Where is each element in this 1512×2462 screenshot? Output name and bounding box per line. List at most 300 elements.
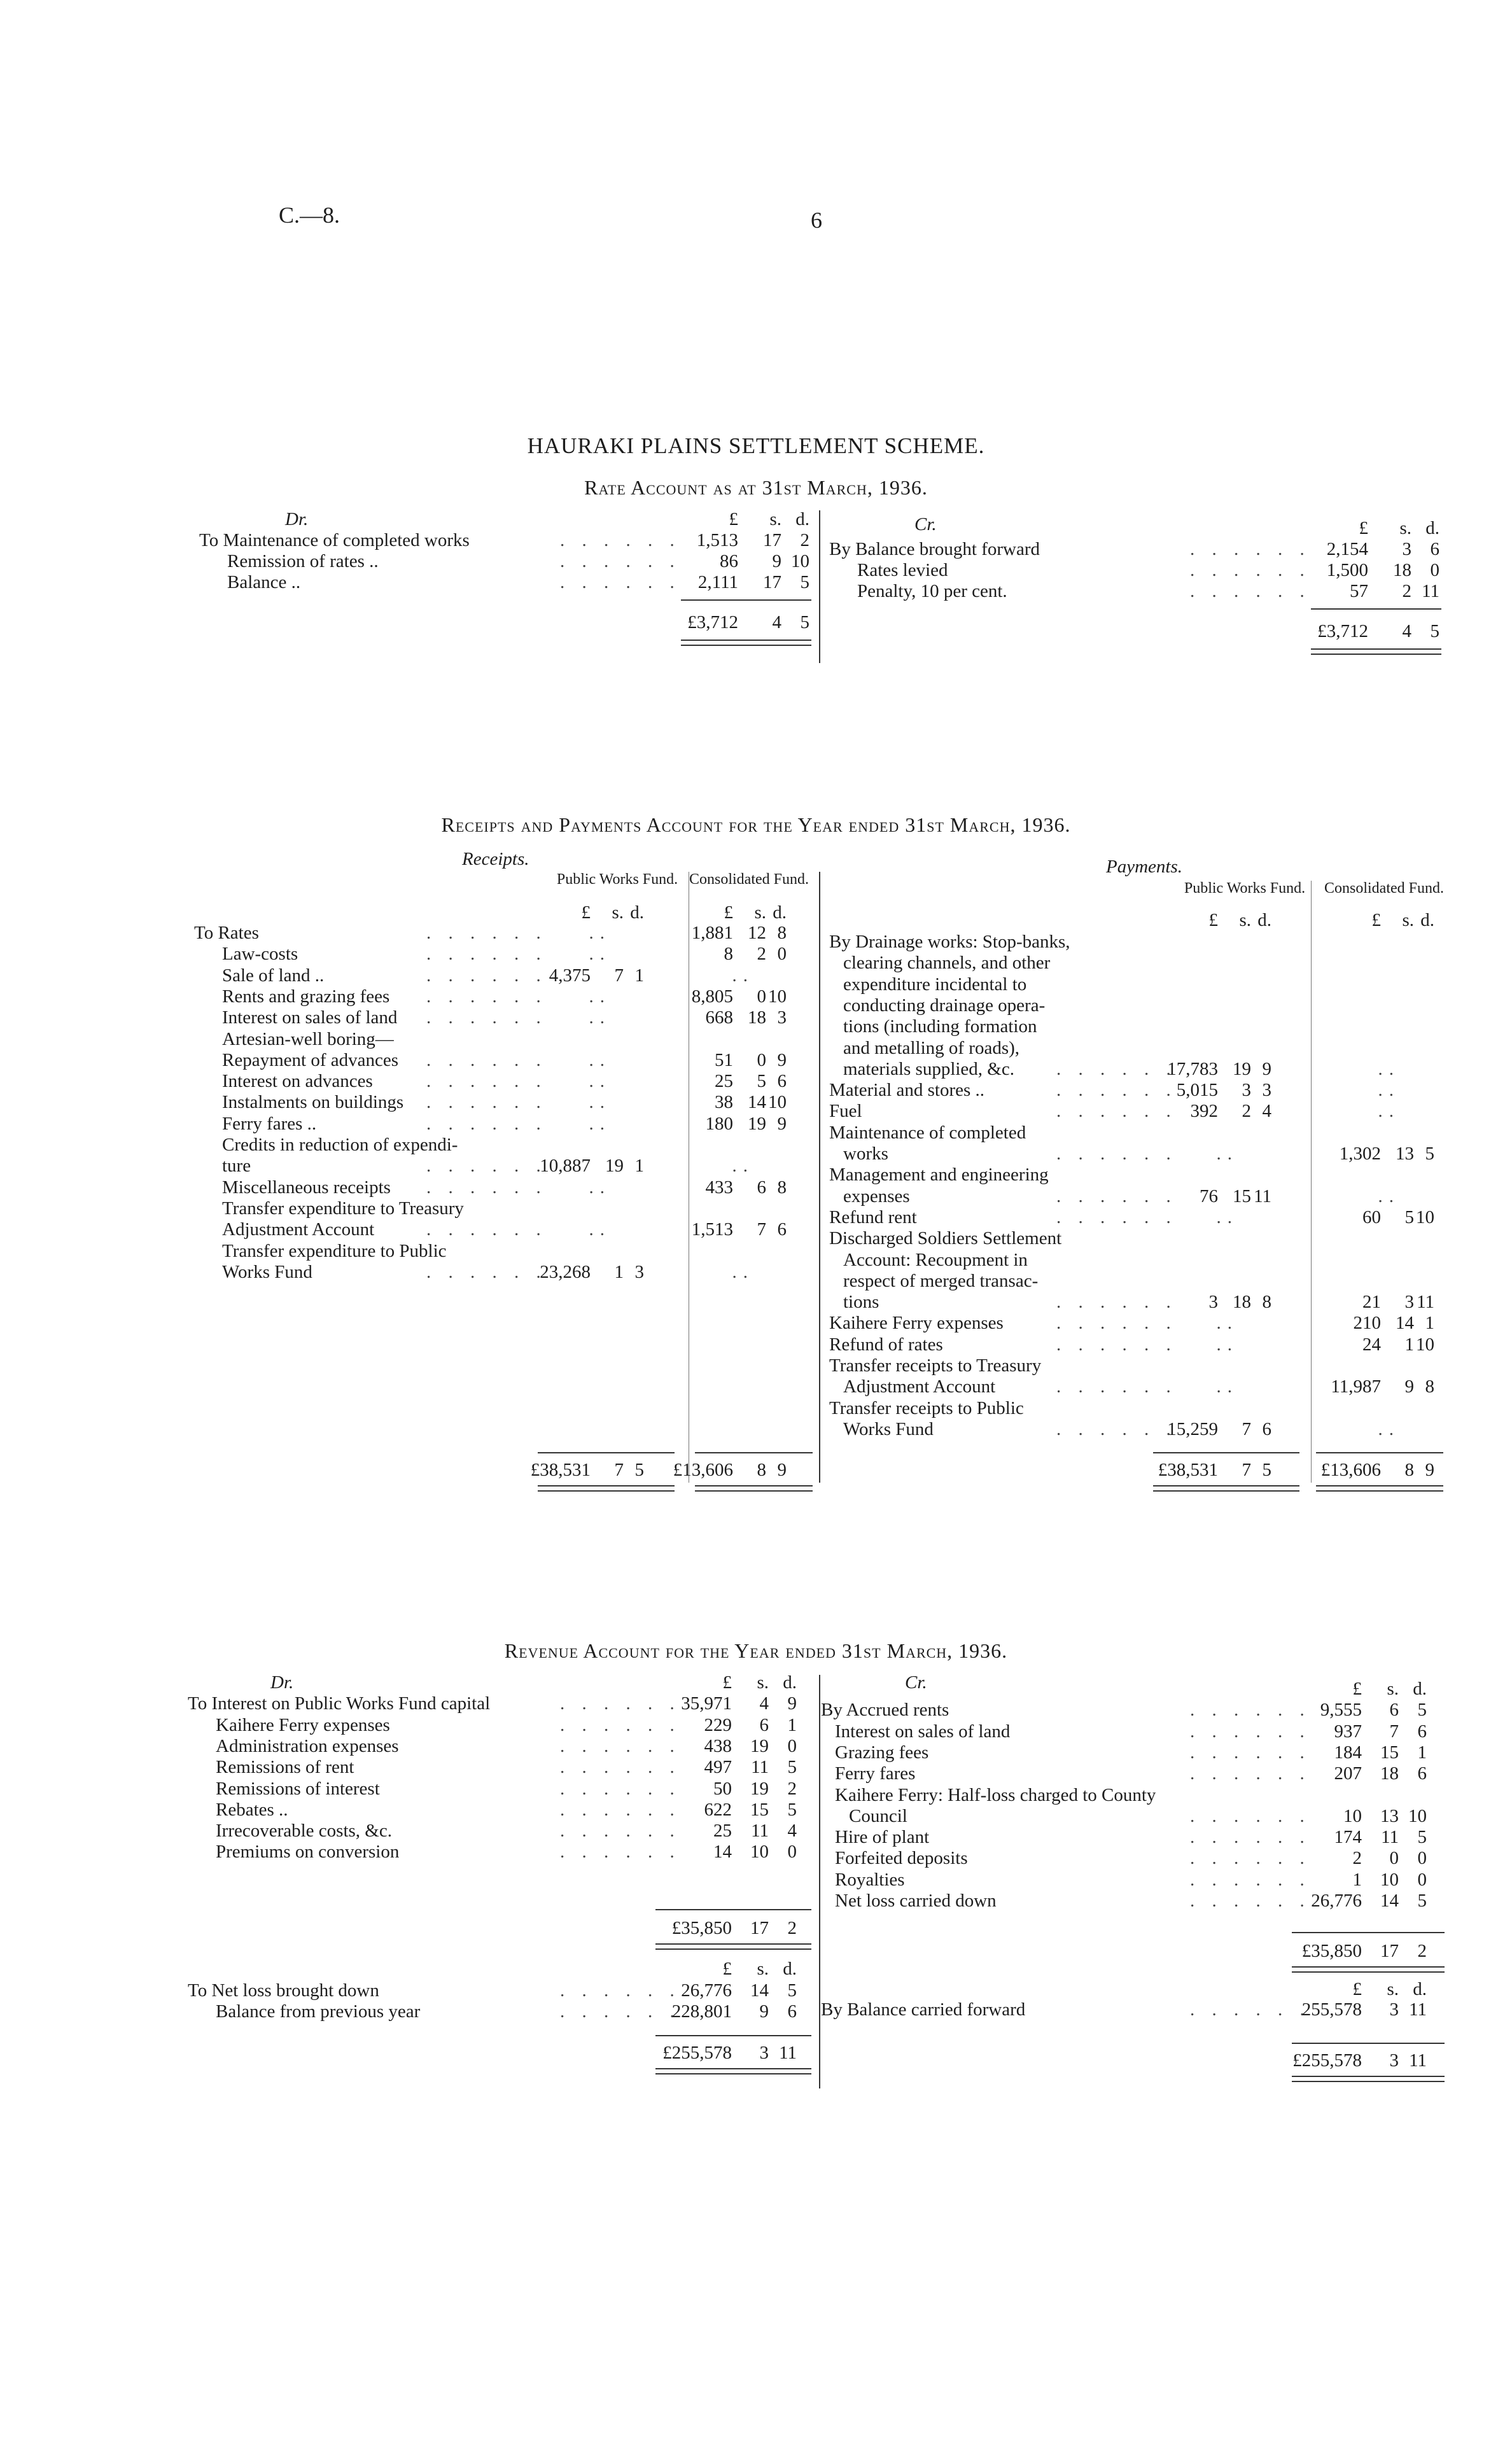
revenue-debit-label: Irrecoverable costs, &c. <box>216 1821 392 1842</box>
revenue-credit-amt-pence: 10 <box>1408 1805 1427 1826</box>
revenue-credit-amt-pence: 5 <box>1417 1827 1427 1848</box>
revenue-debit-label: Remissions of interest <box>216 1778 380 1799</box>
payment-label-leader: . . . . . . <box>1056 1058 1177 1079</box>
rate-cr-rule <box>1311 608 1441 610</box>
payment-label: works <box>843 1144 888 1164</box>
payment-cf-amt-pounds: 11,987 <box>1331 1376 1381 1397</box>
rate-cr-label: Cr. <box>914 514 937 535</box>
revenue2-debit-label-leader: . . . . . . <box>560 2001 681 2022</box>
receipt-cf-amt-pounds: 25 <box>715 1071 733 1092</box>
revenue-debit-amt-pounds: 14 <box>713 1842 732 1863</box>
revenue-divider <box>819 1675 820 2088</box>
revenue-debit-label-leader: . . . . . . <box>560 1693 681 1714</box>
rate-debit-amt-pence: 2 <box>800 530 809 550</box>
receipt-cf-amt-pounds: 180 <box>705 1113 733 1134</box>
payment-label-leader: . . . . . . <box>1056 1418 1177 1439</box>
payment-label: and metalling of roads), <box>843 1037 1020 1058</box>
revenue-cr-head-shillings: s. <box>1387 1679 1399 1699</box>
receipts-total-pw-pounds: £38,531 <box>530 1460 591 1480</box>
receipt-label-leader: . . . . . . <box>426 944 547 965</box>
revenue-debit-amt-pounds: 438 <box>704 1735 732 1756</box>
payment-label: materials supplied, &c. <box>843 1058 1014 1079</box>
payment-cf-blank: .. <box>1378 1080 1400 1101</box>
receipt-label-leader: . . . . . . <box>426 1007 547 1028</box>
payment-label: clearing channels, and other <box>843 953 1051 974</box>
rate-credit-label: By Balance brought forward <box>829 539 1040 559</box>
payment-cf-amt-shillings: 3 <box>1404 1292 1414 1313</box>
payment-cf-amt-pounds: 21 <box>1362 1292 1381 1313</box>
rate-credit-amt-pounds: 1,500 <box>1326 560 1368 580</box>
rate-debit-label: Balance .. <box>227 572 301 592</box>
revenue2-cr-head-pounds: £ <box>1352 1979 1362 1999</box>
revenue-debit-amt-pence: 1 <box>787 1714 797 1735</box>
receipts-total-cf-pence: 9 <box>777 1460 787 1480</box>
payment-pw-amt-pence: 11 <box>1254 1186 1271 1207</box>
receipt-cf-amt-pounds: 38 <box>715 1092 733 1113</box>
receipt-cf-amt-pence: 6 <box>777 1071 787 1092</box>
receipt-label: Works Fund <box>222 1261 312 1282</box>
payment-label: Transfer receipts to Treasury <box>829 1355 1042 1376</box>
receipts-heading: Receipts. <box>462 849 529 869</box>
revenue-debit-label-leader: . . . . . . <box>560 1799 681 1820</box>
payment-cf-blank: .. <box>1378 1186 1400 1207</box>
receipts-total-cf-shillings: 8 <box>757 1460 766 1480</box>
rate-debit-label: To Maintenance of completed works <box>199 530 470 550</box>
revenue2-total-dr-shillings: 3 <box>759 2043 769 2063</box>
receipt-label-leader: . . . . . . <box>426 986 547 1007</box>
receipt-cf-amt-pence: 0 <box>777 944 787 965</box>
receipt-label-leader: . . . . . . <box>426 1219 547 1240</box>
revenue-total-cr-shillings: 17 <box>1380 1941 1399 1961</box>
revenue-cr-label: Cr. <box>905 1672 927 1693</box>
receipt-label: Interest on advances <box>222 1071 373 1092</box>
payment-label-leader: . . . . . . <box>1056 1080 1177 1101</box>
payment-label-leader: . . . . . . <box>1056 1144 1177 1164</box>
payments-total-pw-pence: 5 <box>1262 1460 1271 1480</box>
rate-debit-amt-pence: 10 <box>791 551 809 571</box>
revenue2-credit-label: By Balance carried forward <box>821 1999 1026 2020</box>
revenue2-dr-head-pence: d. <box>783 1959 797 1979</box>
payments-col-public-works: Public Works Fund. <box>1184 880 1306 897</box>
receipts-total-pw-pence: 5 <box>634 1460 644 1480</box>
rp-right-rule-pw <box>1153 1452 1299 1453</box>
rate-dr-rule <box>681 599 811 601</box>
receipt-cf-amt-pence: 6 <box>777 1219 787 1240</box>
receipt-cf-amt-pence: 10 <box>768 1092 787 1113</box>
revenue-debit-amt-pence: 0 <box>787 1842 797 1863</box>
revenue2-debit-label: To Net loss brought down <box>188 1980 379 2001</box>
receipts-total-cf-pounds: £13,606 <box>673 1460 733 1480</box>
revenue2-total-cr-shillings: 3 <box>1389 2050 1399 2071</box>
payment-label: Fuel <box>829 1101 862 1122</box>
payment-label: respect of merged transac- <box>843 1270 1039 1291</box>
rate-credit-label-leader: . . . . . . <box>1190 581 1311 601</box>
revenue-credit-amt-pence: 0 <box>1417 1869 1427 1890</box>
payment-cf-amt-pounds: 24 <box>1362 1334 1381 1355</box>
revenue-debit-label-leader: . . . . . . <box>560 1757 681 1778</box>
revenue-total-cr-pence: 2 <box>1417 1941 1427 1961</box>
receipt-cf-amt-shillings: 14 <box>748 1092 766 1113</box>
payment-pw-amt-shillings: 7 <box>1242 1418 1251 1439</box>
revenue-credit-label-leader: . . . . . . <box>1190 1827 1311 1848</box>
payments-total-cf-pounds: £13,606 <box>1320 1460 1381 1480</box>
revenue-credit-label: Interest on sales of land <box>835 1721 1011 1742</box>
payment-label: conducting drainage opera- <box>843 995 1046 1016</box>
receipt-label: To Rates <box>194 923 259 943</box>
payment-cf-amt-pounds: 210 <box>1353 1313 1381 1334</box>
revenue-dr-head-shillings: s. <box>757 1672 769 1693</box>
revenue-debit-amt-pence: 2 <box>787 1778 797 1799</box>
payment-cf-amt-shillings: 5 <box>1404 1207 1414 1228</box>
payment-label: Account: Recoupment in <box>843 1249 1028 1270</box>
revenue-debit-amt-shillings: 6 <box>759 1714 769 1735</box>
receipts-payments-title: Receipts and Payments Account for the Year ended 31st March, 1936. <box>441 813 1071 836</box>
payment-pw-amt-pence: 9 <box>1262 1058 1271 1079</box>
revenue2-debit-label-leader: . . . . . . <box>560 1980 681 2001</box>
revenue2-total-cr-pence: 11 <box>1409 2050 1427 2071</box>
receipts-pw-head-pounds: £ <box>581 902 591 923</box>
revenue-credit-amt-pence: 5 <box>1417 1891 1427 1911</box>
receipt-cf-amt-pounds: 1,513 <box>691 1219 733 1240</box>
receipt-cf-amt-shillings: 19 <box>748 1113 766 1134</box>
revenue-credit-label: Net loss carried down <box>835 1891 997 1911</box>
rate-credit-amt-pence: 11 <box>1422 581 1439 601</box>
revenue-cr-head-pounds: £ <box>1352 1679 1362 1699</box>
payment-label-leader: . . . . . . <box>1056 1207 1177 1228</box>
payment-label: Refund of rates <box>829 1334 943 1355</box>
rate-debit-amt-shillings: 17 <box>763 572 781 592</box>
receipt-label-leader: . . . . . . <box>426 965 547 986</box>
rate-debit-amt-pounds: 1,513 <box>696 530 738 550</box>
receipt-label: Interest on sales of land <box>222 1007 398 1028</box>
payment-label: Discharged Soldiers Settlement <box>829 1228 1062 1249</box>
rate-debit-label-leader: . . . . . . <box>560 530 681 550</box>
payment-pw-amt-pence: 4 <box>1262 1101 1271 1122</box>
receipt-cf-amt-shillings: 12 <box>748 923 766 943</box>
revenue-credit-label-leader: . . . . . . <box>1190 1848 1311 1869</box>
revenue-credit-label: Hire of plant <box>835 1827 930 1848</box>
rate-debit-label-leader: . . . . . . <box>560 572 681 592</box>
payment-cf-amt-shillings: 14 <box>1396 1313 1414 1334</box>
receipt-pw-amt-pence: 1 <box>634 1156 644 1177</box>
revenue-dr-head-pounds: £ <box>722 1672 732 1693</box>
revenue-credit-label-leader: . . . . . . <box>1190 1700 1311 1721</box>
payment-cf-amt-pence: 5 <box>1425 1144 1434 1164</box>
rate-credit-label: Rates levied <box>857 560 948 580</box>
payment-pw-amt-shillings: 19 <box>1233 1058 1251 1079</box>
revenue2-cr-rule <box>1292 2043 1445 2044</box>
revenue-debit-label: Rebates .. <box>216 1799 288 1820</box>
revenue2-credit-amt-shillings: 3 <box>1389 1999 1399 2020</box>
payment-label: Refund rent <box>829 1207 917 1228</box>
payment-label: Management and engineering <box>829 1165 1049 1186</box>
payment-pw-amt-pounds: 76 <box>1200 1186 1218 1207</box>
payment-label: expenses <box>843 1186 910 1207</box>
receipt-pw-blank: .. <box>589 1071 611 1092</box>
payment-cf-amt-pence: 11 <box>1417 1292 1434 1313</box>
payment-pw-amt-pounds: 15,259 <box>1167 1418 1218 1439</box>
receipt-pw-blank: .. <box>589 1007 611 1028</box>
revenue-debit-amt-shillings: 19 <box>750 1778 769 1799</box>
revenue-credit-amt-shillings: 7 <box>1389 1721 1399 1742</box>
payment-label-leader: . . . . . . <box>1056 1186 1177 1207</box>
receipt-label-leader: . . . . . . <box>426 1113 547 1134</box>
revenue-credit-label-leader: . . . . . . <box>1190 1805 1311 1826</box>
revenue-debit-amt-pounds: 25 <box>713 1821 732 1842</box>
receipt-label: Law-costs <box>222 944 298 965</box>
payment-cf-amt-shillings: 1 <box>1404 1334 1414 1355</box>
revenue-debit-amt-pounds: 35,971 <box>681 1693 732 1714</box>
receipt-label-leader: . . . . . . <box>426 1049 547 1070</box>
payment-pw-amt-pence: 6 <box>1262 1418 1271 1439</box>
revenue-credit-amt-pounds: 26,776 <box>1311 1891 1362 1911</box>
revenue-debit-label: To Interest on Public Works Fund capital <box>188 1693 491 1714</box>
rp-left-rule-pw <box>538 1452 675 1453</box>
payment-label: tions (including formation <box>843 1016 1037 1037</box>
payment-cf-amt-pounds: 1,302 <box>1339 1144 1381 1164</box>
receipt-cf-amt-pence: 3 <box>777 1007 787 1028</box>
receipt-cf-amt-pounds: 668 <box>705 1007 733 1028</box>
receipt-pw-blank: .. <box>589 986 611 1007</box>
payment-pw-blank: .. <box>1216 1334 1238 1355</box>
receipt-pw-amt-pounds: 23,268 <box>540 1261 591 1282</box>
rate-credit-amt-shillings: 3 <box>1402 539 1411 559</box>
revenue-credit-amt-pounds: 10 <box>1343 1805 1362 1826</box>
revenue-debit-amt-pence: 4 <box>787 1821 797 1842</box>
receipt-label: Ferry fares .. <box>222 1113 317 1134</box>
revenue-credit-label-leader: . . . . . . <box>1190 1742 1311 1763</box>
payments-cf-head-shillings: s. <box>1402 910 1414 930</box>
receipt-pw-amt-shillings: 7 <box>614 965 624 986</box>
payment-cf-blank: .. <box>1378 1058 1400 1079</box>
rate-total-dr-shillings: 4 <box>772 612 781 633</box>
rate-credit-label: Penalty, 10 per cent. <box>857 581 1007 601</box>
rp-left-dbl-cf <box>695 1485 813 1492</box>
payment-cf-amt-pence: 10 <box>1416 1207 1434 1228</box>
revenue-credit-amt-pounds: 207 <box>1334 1763 1362 1784</box>
revenue-debit-amt-shillings: 11 <box>751 1821 769 1842</box>
payment-cf-amt-pence: 10 <box>1416 1334 1434 1355</box>
receipt-label: Repayment of advances <box>222 1049 399 1070</box>
receipt-cf-blank: .. <box>732 1156 754 1177</box>
revenue-credit-amt-pence: 0 <box>1417 1848 1427 1869</box>
revenue-debit-amt-shillings: 11 <box>751 1757 769 1778</box>
receipt-cf-amt-shillings: 18 <box>748 1007 766 1028</box>
revenue-credit-amt-pence: 1 <box>1417 1742 1427 1763</box>
payment-cf-amt-pence: 1 <box>1425 1313 1434 1334</box>
rp-right-dbl-cf <box>1316 1485 1443 1492</box>
receipt-pw-amt-pounds: 4,375 <box>549 965 591 986</box>
revenue-credit-label: Ferry fares <box>835 1763 916 1784</box>
payments-total-cf-shillings: 8 <box>1404 1460 1414 1480</box>
receipt-label: Miscellaneous receipts <box>222 1177 391 1198</box>
payment-pw-blank: .. <box>1216 1376 1238 1397</box>
receipt-cf-blank: .. <box>732 965 754 986</box>
rate-credit-amt-shillings: 18 <box>1393 560 1411 580</box>
rate-dr-head-pounds: £ <box>729 509 738 529</box>
payments-pw-head-pence: d. <box>1257 910 1271 930</box>
payment-cf-amt-pounds: 60 <box>1362 1207 1381 1228</box>
payment-pw-amt-pounds: 5,015 <box>1176 1080 1218 1101</box>
payment-pw-blank: .. <box>1216 1207 1238 1228</box>
revenue-credit-amt-pounds: 174 <box>1334 1827 1362 1848</box>
rate-credit-amt-pounds: 2,154 <box>1326 539 1368 559</box>
revenue-debit-amt-pence: 5 <box>787 1799 797 1820</box>
receipt-cf-amt-pounds: 51 <box>715 1049 733 1070</box>
receipt-label: Instalments on buildings <box>222 1092 404 1113</box>
payment-pw-amt-shillings: 2 <box>1242 1101 1251 1122</box>
rate-debit-label-leader: . . . . . . <box>560 551 681 571</box>
rp-divider <box>819 872 820 1483</box>
revenue-dr-rule <box>655 1909 811 1910</box>
rate-account-title: Rate Account as at 31st March, 1936. <box>584 476 928 499</box>
revenue-cr-dblrule <box>1292 1966 1445 1973</box>
revenue-debit-label-leader: . . . . . . <box>560 1735 681 1756</box>
receipt-cf-amt-shillings: 2 <box>757 944 766 965</box>
revenue-credit-amt-pence: 5 <box>1417 1700 1427 1721</box>
rate-credit-amt-shillings: 2 <box>1402 581 1411 601</box>
receipt-cf-blank: .. <box>732 1261 754 1282</box>
revenue-debit-label: Kaihere Ferry expenses <box>216 1714 390 1735</box>
revenue-credit-label-leader: . . . . . . <box>1190 1891 1311 1911</box>
rp-right-pw-line <box>1311 881 1312 1483</box>
rate-debit-amt-shillings: 9 <box>772 551 781 571</box>
receipt-label: Artesian-well boring— <box>222 1028 394 1049</box>
receipts-pw-head-pence: d. <box>630 902 644 923</box>
revenue-credit-amt-shillings: 14 <box>1380 1891 1399 1911</box>
receipt-label: Sale of land .. <box>222 965 325 986</box>
payment-cf-blank: .. <box>1378 1418 1400 1439</box>
rate-credit-amt-pence: 0 <box>1430 560 1439 580</box>
rate-total-cr-pence: 5 <box>1430 621 1439 641</box>
revenue2-cr-dblrule <box>1292 2076 1445 2082</box>
payment-cf-amt-pence: 8 <box>1425 1376 1434 1397</box>
rate-dr-head-pence: d. <box>795 509 809 529</box>
revenue-debit-amt-shillings: 10 <box>750 1842 769 1863</box>
payments-total-pw-pounds: £38,531 <box>1158 1460 1218 1480</box>
revenue-credit-label: By Accrued rents <box>821 1700 949 1721</box>
rate-total-cr-pounds: £3,712 <box>1317 621 1368 641</box>
revenue-debit-amt-pence: 0 <box>787 1735 797 1756</box>
revenue-credit-amt-shillings: 6 <box>1389 1700 1399 1721</box>
receipt-label: Transfer expenditure to Treasury <box>222 1198 464 1219</box>
receipt-pw-amt-pounds: 10,887 <box>540 1156 591 1177</box>
revenue2-debit-amt-shillings: 14 <box>750 1980 769 2001</box>
revenue-dr-head-pence: d. <box>783 1672 797 1693</box>
receipts-total-pw-shillings: 7 <box>614 1460 624 1480</box>
payments-col-consolidated: Consolidated Fund. <box>1324 880 1444 897</box>
revenue-debit-amt-shillings: 19 <box>750 1735 769 1756</box>
payment-label: tions <box>843 1292 879 1313</box>
revenue-credit-label: Kaihere Ferry: Half-loss charged to County <box>835 1784 1156 1805</box>
receipt-pw-amt-pence: 1 <box>634 965 644 986</box>
revenue-credit-amt-shillings: 0 <box>1389 1848 1399 1869</box>
payment-pw-amt-pence: 3 <box>1262 1080 1271 1101</box>
rp-right-dbl-pw <box>1153 1485 1299 1492</box>
payment-label: Material and stores .. <box>829 1080 985 1101</box>
revenue-credit-amt-shillings: 18 <box>1380 1763 1399 1784</box>
revenue-debit-label-leader: . . . . . . <box>560 1778 681 1799</box>
rate-credit-amt-pounds: 57 <box>1350 581 1368 601</box>
receipt-pw-blank: .. <box>589 1092 611 1113</box>
payment-label-leader: . . . . . . <box>1056 1376 1177 1397</box>
rate-dr-label: Dr. <box>285 509 309 529</box>
payment-label: Adjustment Account <box>843 1376 996 1397</box>
revenue-cr-rule <box>1292 1932 1445 1933</box>
payment-label-leader: . . . . . . <box>1056 1334 1177 1355</box>
payment-label: Kaihere Ferry expenses <box>829 1313 1004 1334</box>
payment-label-leader: . . . . . . <box>1056 1292 1177 1313</box>
rate-debit-amt-shillings: 17 <box>763 530 781 550</box>
receipt-label-leader: . . . . . . <box>426 1092 547 1113</box>
revenue2-total-cr-pounds: £255,578 <box>1292 2050 1362 2071</box>
revenue-credit-amt-pence: 6 <box>1417 1763 1427 1784</box>
revenue2-credit-amt-pence: 11 <box>1409 1999 1427 2020</box>
rate-dr-head-shillings: s. <box>769 509 781 529</box>
receipt-cf-amt-pounds: 8,805 <box>691 986 733 1007</box>
receipt-pw-amt-shillings: 1 <box>614 1261 624 1282</box>
revenue-debit-label: Premiums on conversion <box>216 1842 400 1863</box>
revenue-total-dr-shillings: 17 <box>750 1918 769 1938</box>
revenue2-cr-head-pence: d. <box>1413 1979 1427 1999</box>
revenue-debit-label: Administration expenses <box>216 1735 399 1756</box>
rate-cr-head-pounds: £ <box>1359 518 1368 538</box>
payments-cf-head-pence: d. <box>1420 910 1434 930</box>
revenue2-credit-label-leader: . . . . . . <box>1190 1999 1311 2020</box>
page-number: 6 <box>811 207 822 233</box>
revenue2-dr-head-shillings: s. <box>757 1959 769 1979</box>
revenue-credit-label-leader: . . . . . . <box>1190 1721 1311 1742</box>
revenue-dr-label: Dr. <box>270 1672 294 1693</box>
rate-debit-amt-pence: 5 <box>800 572 809 592</box>
receipt-cf-amt-pence: 10 <box>768 986 787 1007</box>
revenue2-debit-amt-shillings: 9 <box>759 2001 769 2022</box>
revenue2-total-dr-pence: 11 <box>779 2043 797 2063</box>
revenue2-debit-amt-pence: 5 <box>787 1980 797 2001</box>
revenue-debit-amt-shillings: 15 <box>750 1799 769 1820</box>
rp-right-rule-cf <box>1316 1452 1443 1453</box>
receipt-pw-blank: .. <box>589 923 611 943</box>
payment-cf-amt-shillings: 13 <box>1396 1144 1414 1164</box>
revenue-cr-head-pence: d. <box>1413 1679 1427 1699</box>
payment-pw-amt-pounds: 3 <box>1208 1292 1218 1313</box>
payment-label: Maintenance of completed <box>829 1122 1026 1143</box>
receipt-cf-amt-pounds: 433 <box>705 1177 733 1198</box>
revenue-credit-amt-shillings: 13 <box>1380 1805 1399 1826</box>
revenue-credit-label-leader: . . . . . . <box>1190 1763 1311 1784</box>
receipts-col-public-works: Public Works Fund. <box>556 871 678 888</box>
revenue-debit-amt-pence: 9 <box>787 1693 797 1714</box>
payment-pw-amt-pounds: 392 <box>1190 1101 1218 1122</box>
receipts-cf-head-pounds: £ <box>724 902 733 923</box>
receipt-label-leader: . . . . . . <box>426 1261 547 1282</box>
rp-left-rule-cf <box>695 1452 813 1453</box>
receipt-cf-amt-pence: 9 <box>777 1049 787 1070</box>
payment-pw-amt-shillings: 3 <box>1242 1080 1251 1101</box>
revenue-credit-label: Council <box>849 1805 907 1826</box>
revenue-credit-amt-shillings: 11 <box>1381 1827 1399 1848</box>
rate-dr-dblrule <box>681 640 811 646</box>
scheme-title: HAURAKI PLAINS SETTLEMENT SCHEME. <box>527 433 985 458</box>
revenue-debit-label-leader: . . . . . . <box>560 1842 681 1863</box>
receipt-label-leader: . . . . . . <box>426 1177 547 1198</box>
payment-label: Transfer receipts to Public <box>829 1397 1024 1418</box>
payment-cf-amt-shillings: 9 <box>1404 1376 1414 1397</box>
receipt-pw-blank: .. <box>589 944 611 965</box>
revenue-total-dr-pence: 2 <box>787 1918 797 1938</box>
receipt-cf-amt-pounds: 1,881 <box>691 923 733 943</box>
rate-credit-label-leader: . . . . . . <box>1190 539 1311 559</box>
